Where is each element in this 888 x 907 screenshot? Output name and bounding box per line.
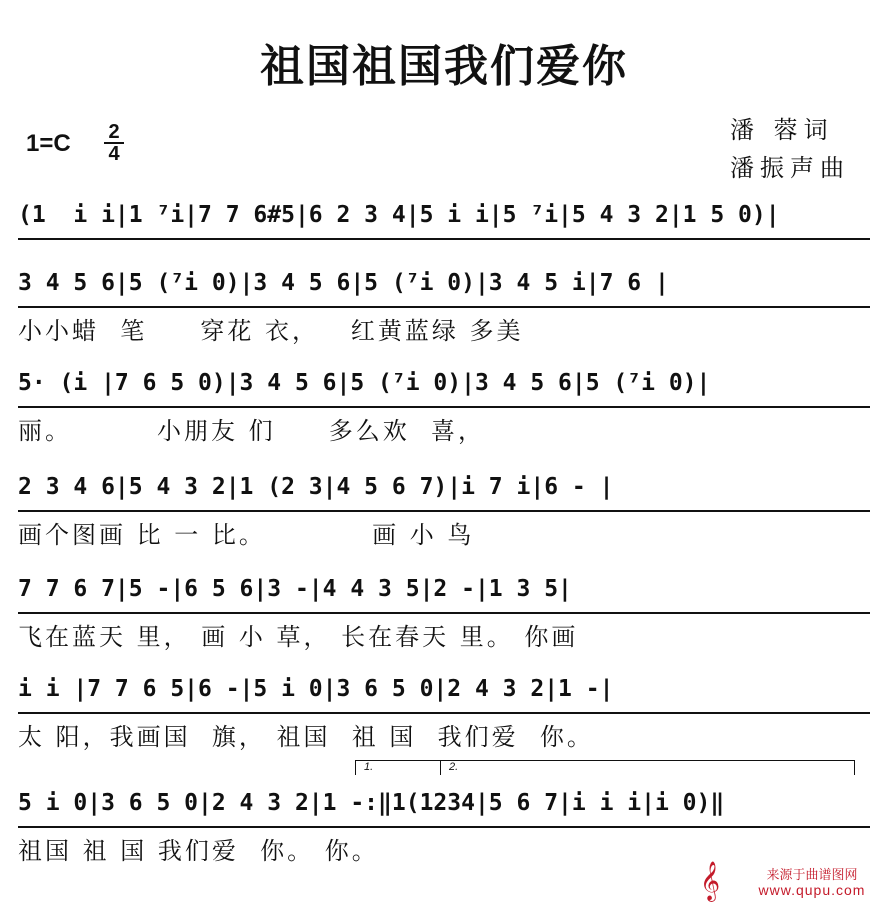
score-line-6 <box>18 674 870 752</box>
score-line-7 <box>18 788 870 866</box>
score-line-4 <box>18 472 870 550</box>
first-ending-bracket <box>355 760 442 775</box>
time-signature <box>102 123 126 163</box>
notation-line: 5· (i |7 6 5 0)|3 4 5 6|5 (⁷i 0)|3 4 5 6|5 (⁷i 0)| <box>18 368 870 408</box>
notation-line: 5 i 0|3 6 5 0|2 4 3 2|1 -:‖1(1234|5 6 7|i i i|i 0)‖ <box>18 788 870 828</box>
watermark-url: www.qupu.com <box>758 882 866 898</box>
notation-line: i i |7 7 6 5|6 -|5 i 0|3 6 5 0|2 4 3 2|1 -| <box>18 674 870 714</box>
lyric-line: 太 阳，我画国 旗， 祖国 祖 国 我们爱 你。 <box>18 723 594 751</box>
lyric-line: 丽。 小朋友 们 多么欢 喜， <box>18 417 486 445</box>
treble-clef-icon: 𝄞 <box>700 861 721 901</box>
first-ending-label: 1. <box>364 761 374 773</box>
score-line-5 <box>18 574 870 652</box>
lyricist-credit: 潘 蓉词 <box>730 116 834 144</box>
second-ending-label: 2. <box>449 761 459 773</box>
lyric-line: 画个图画 比 一 比。 画 小 鸟 <box>18 521 475 549</box>
lyric-line: 飞在蓝天 里， 画 小 草， 长在春天 里。 你画 <box>18 623 579 651</box>
notation-line: (1 i i|1 ⁷i|7 7 6#5|6 2 3 4|5 i i|5 ⁷i|5 4 3 2|1 5 0)| <box>18 200 870 240</box>
lyric-line: 祖国 祖 国 我们爱 你。 你。 <box>18 837 379 865</box>
watermark-text: 来源于曲谱图网 <box>766 868 858 883</box>
second-ending-bracket <box>440 760 855 775</box>
lyric-line: 小小蜡 笔 穿花 衣， 红黄蓝绿 多美 <box>18 317 524 345</box>
notation-line: 7 7 6 7|5 -|6 5 6|3 -|4 4 3 5|2 -|1 3 5| <box>18 574 870 614</box>
notation-line: 3 4 5 6|5 (⁷i 0)|3 4 5 6|5 (⁷i 0)|3 4 5 i|7 6 | <box>18 268 870 308</box>
notation-line: 2 3 4 6|5 4 3 2|1 (2 3|4 5 6 7)|i 7 i|6 - | <box>18 472 870 512</box>
score-line-1 <box>18 200 870 240</box>
composer-credit: 潘振声曲 <box>730 154 850 182</box>
page-title: 祖国祖国我们爱你 <box>260 41 628 92</box>
time-signature-bottom: 4 <box>108 143 120 165</box>
score-line-2 <box>18 268 870 346</box>
key-signature: 1=C <box>26 130 71 157</box>
score-line-3 <box>18 368 870 446</box>
time-signature-top: 2 <box>108 121 120 143</box>
